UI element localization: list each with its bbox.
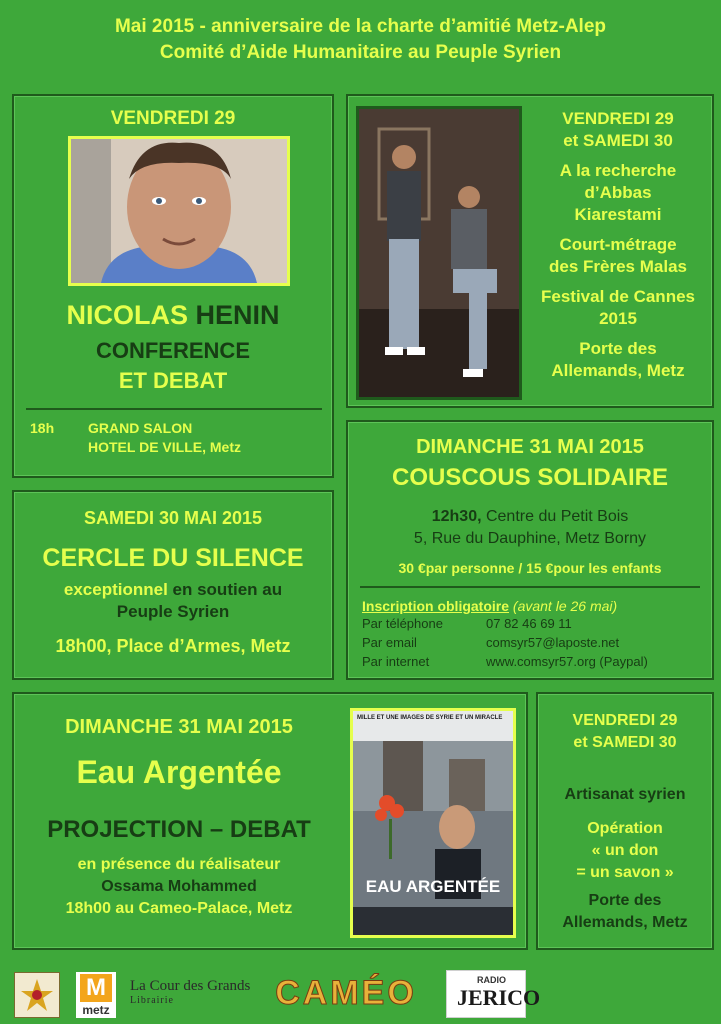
eau-subtitle: PROJECTION – DEBAT xyxy=(47,816,311,843)
radio-label: RADIO xyxy=(477,975,506,985)
contact-label-email: Par email xyxy=(362,635,417,650)
poster-drawing xyxy=(353,711,513,935)
poster-title-text: EAU ARGENTÉE xyxy=(365,877,501,896)
comsyr-logo xyxy=(14,972,60,1018)
star-icon xyxy=(15,973,59,1017)
eau-title: Eau Argentée xyxy=(76,754,282,790)
artisanat-title: Artisanat syrien xyxy=(564,786,686,803)
eau-argentee-poster xyxy=(350,708,516,938)
portrait-drawing xyxy=(71,139,287,283)
contact-label-phone: Par téléphone xyxy=(362,616,443,631)
kiarestami-title-1: A la recherche xyxy=(559,161,677,180)
kiarestami-title-3: Kiarestami xyxy=(574,205,662,224)
couscous-inscription-label: Inscription obligatoire xyxy=(362,598,510,614)
henin-last-name: HENIN xyxy=(195,300,280,330)
event-box-kiarestami xyxy=(346,94,714,408)
cour-des-grands-logo xyxy=(130,978,260,1006)
couscous-inscription xyxy=(362,598,617,614)
header-line-1: Mai 2015 - anniversaire de la charte d’amitié Metz-Alep xyxy=(114,16,607,37)
eau-line-3: 18h00 au Cameo-Palace, Metz xyxy=(65,900,293,917)
metz-logo-text: metz xyxy=(82,1003,110,1017)
henin-time: 18h xyxy=(30,420,55,436)
artisanat-operation-2: « un don xyxy=(591,842,659,859)
sponsor-logos xyxy=(0,968,721,1018)
photo-drawing xyxy=(359,109,519,397)
kiarestami-title-2: d’Abbas xyxy=(584,183,652,202)
henin-portrait xyxy=(68,136,290,286)
cameo-logo: CAMÉO xyxy=(275,974,417,1012)
kiarestami-date-2: et SAMEDI 30 xyxy=(563,131,673,150)
artisanat-operation-3: = un savon » xyxy=(576,864,674,881)
kiarestami-type-2: des Frères Malas xyxy=(549,257,687,276)
kiarestami-info xyxy=(528,108,708,382)
artisanat-operation-1: Opération xyxy=(587,820,663,837)
artisanat-date-1: VENDREDI 29 xyxy=(572,712,678,729)
cour-des-grands-type: Librairie xyxy=(130,995,174,1006)
couscous-date: DIMANCHE 31 MAI 2015 xyxy=(416,436,644,458)
event-box-couscous xyxy=(346,420,714,680)
contact-value xyxy=(486,654,648,669)
henin-line-2: ET DEBAT xyxy=(118,368,228,393)
cour-des-grands-name: La Cour des Grands xyxy=(130,978,251,994)
couscous-price: 30 €par personne / 15 €pour les enfants xyxy=(398,560,662,576)
kiarestami-festival-2: 2015 xyxy=(599,309,637,328)
metz-m-icon: M xyxy=(80,974,112,1002)
contact-row xyxy=(362,635,417,650)
kiarestami-date-1: VENDREDI 29 xyxy=(562,109,674,128)
contact-value-email: comsyr57@laposte.net xyxy=(486,635,620,650)
henin-date: VENDREDI 29 xyxy=(110,108,236,129)
contact-value-internet: www.comsyr57.org (Paypal) xyxy=(486,654,648,669)
henin-first-name: NICOLAS xyxy=(66,300,188,330)
couscous-separator xyxy=(360,586,700,588)
artisanat-place-1: Porte des xyxy=(588,892,662,909)
artisanat-place xyxy=(538,890,712,934)
poster-top-text: MILLE ET UNE IMAGES DE SYRIE ET UN MIRACLE xyxy=(357,715,503,721)
artisanat-date xyxy=(538,710,712,754)
radio-jerico-logo xyxy=(446,970,541,1018)
couscous-time: 12h30, xyxy=(431,508,482,525)
henin-separator xyxy=(26,408,322,410)
contact-label-internet: Par internet xyxy=(362,654,430,669)
eau-date: DIMANCHE 31 MAI 2015 xyxy=(65,716,293,738)
jerico-label: JERICO xyxy=(457,985,541,1010)
contact-row xyxy=(362,654,429,669)
cercle-soutien: en soutien au xyxy=(167,580,283,599)
cercle-exceptionnel: exceptionnel xyxy=(63,580,168,599)
contact-value xyxy=(486,635,619,650)
cercle-line-3: 18h00, Place d’Armes, Metz xyxy=(55,636,291,656)
couscous-place-1: Centre du Petit Bois xyxy=(481,508,629,525)
event-box-cercle xyxy=(12,490,334,680)
kiarestami-festival-1: Festival de Cannes xyxy=(540,287,695,306)
header-line-2: Comité d’Aide Humanitaire au Peuple Syrien xyxy=(159,42,562,63)
kiarestami-place-1: Porte des xyxy=(579,339,657,358)
contact-value-phone: 07 82 46 69 11 xyxy=(486,616,572,631)
couscous-inscription-note: (avant le 26 mai) xyxy=(509,598,618,614)
contact-value xyxy=(486,616,572,631)
artisanat-date-2: et SAMEDI 30 xyxy=(573,734,677,751)
henin-name xyxy=(14,300,332,331)
metz-logo xyxy=(76,972,116,1018)
poster-header xyxy=(0,14,721,66)
cercle-date: SAMEDI 30 MAI 2015 xyxy=(83,508,263,528)
henin-place-1: GRAND SALON xyxy=(88,420,193,436)
event-box-henin xyxy=(12,94,334,478)
event-box-artisanat xyxy=(536,692,714,950)
eau-line-2: Ossama Mohammed xyxy=(101,878,257,895)
artisanat-place-2: Allemands, Metz xyxy=(562,914,688,931)
kiarestami-place-2: Allemands, Metz xyxy=(551,361,685,380)
kiarestami-type-1: Court-métrage xyxy=(559,235,677,254)
contact-row xyxy=(362,616,443,631)
malas-brothers-photo xyxy=(356,106,522,400)
cercle-line-2: Peuple Syrien xyxy=(116,602,230,621)
henin-line-1: CONFERENCE xyxy=(95,338,250,363)
cercle-line-1 xyxy=(14,580,332,600)
henin-place-2: HOTEL DE VILLE, Metz xyxy=(88,439,241,455)
artisanat-operation xyxy=(538,818,712,884)
cercle-title: CERCLE DU SILENCE xyxy=(42,544,304,572)
event-box-eau-argentee xyxy=(12,692,528,950)
couscous-line-1 xyxy=(348,508,712,526)
couscous-line-2: 5, Rue du Dauphine, Metz Borny xyxy=(413,530,647,547)
couscous-title: COUSCOUS SOLIDAIRE xyxy=(391,464,669,491)
eau-line-1: en présence du réalisateur xyxy=(77,856,281,873)
